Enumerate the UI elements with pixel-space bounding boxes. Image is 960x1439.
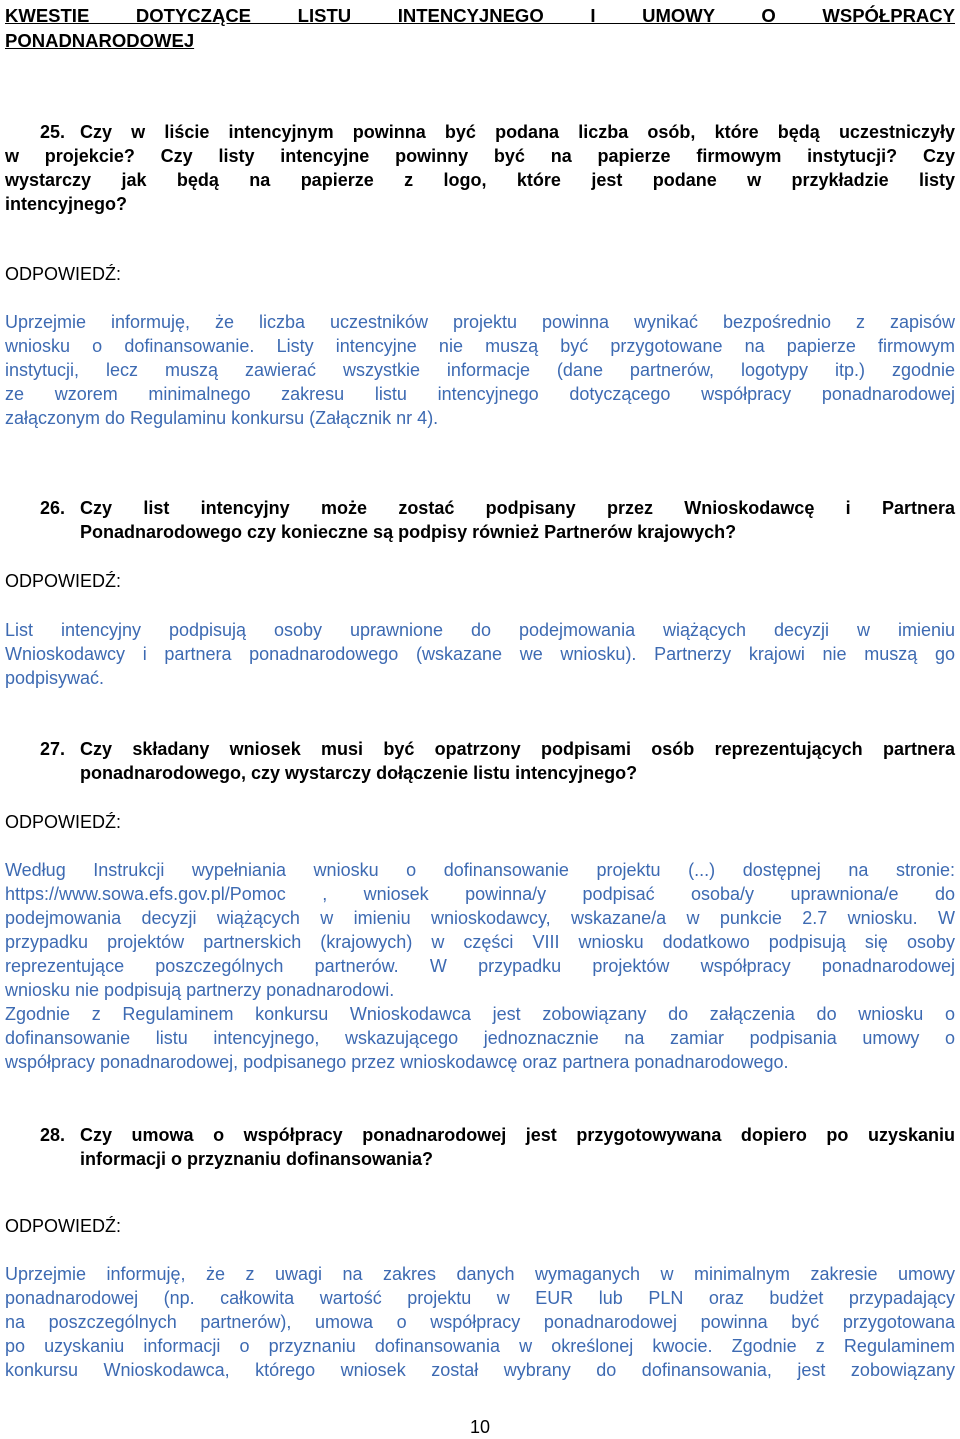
question-line: Czy składany wniosek musi być opatrzony podpisami osób reprezentujących partnera — [80, 739, 955, 759]
answer-line: po uzyskaniu informacji o przyznaniu dofinansowania w określonej kwocie. Zgodnie z Regulaminem — [5, 1336, 955, 1356]
answer-line: załączonym do Regulaminu konkursu (Załącznik nr 4). — [5, 408, 439, 428]
answer-26 — [5, 618, 955, 690]
answer-28 — [5, 1262, 955, 1382]
question-line: Ponadnarodowego czy konieczne są podpisy również Partnerów krajowych? — [80, 522, 737, 542]
answer-line: List intencyjny podpisują osoby uprawnione do podejmowania wiążących decyzji w imieniu — [5, 620, 955, 640]
question-line: informacji o przyznaniu dofinansowania? — [80, 1149, 434, 1169]
question-line: ponadnarodowego, czy wystarczy dołączenie listu intencyjnego? — [80, 763, 638, 783]
question-line: Czy w liście intencyjnym powinna być podana liczba osób, które będą uczestniczyły — [80, 122, 955, 142]
answer-line: instytucji, lecz muszą zawierać wszystkie informacje (dane partnerów, logotypy itp.) zgodnie — [5, 360, 955, 380]
question-line: wystarczy jak będą na papierze z logo, które jest podane w przykładzie listy — [5, 170, 955, 190]
answer-line: wniosku o dofinansowanie. Listy intencyjne nie muszą być przygotowane na papierze firmowym — [5, 336, 955, 356]
answer-label: ODPOWIEDŹ: — [5, 264, 121, 284]
question-line: intencyjnego? — [5, 194, 128, 214]
answer-label: ODPOWIEDŹ: — [5, 1216, 121, 1236]
answer-line: konkursu Wnioskodawca, którego wniosek został wybrany do dofinansowania, jest zobowiązany — [5, 1360, 955, 1380]
question-line: Czy list intencyjny może zostać podpisany przez Wnioskodawcę i Partnera — [80, 498, 955, 518]
answer-line: ponadnarodowej (np. całkowita wartość projektu w EUR lub PLN oraz budżet przypadający — [5, 1288, 955, 1308]
answer-label: ODPOWIEDŹ: — [5, 812, 121, 832]
question-number: 26. — [40, 498, 66, 518]
question-25 — [5, 120, 955, 216]
answer-27 — [5, 858, 955, 1074]
page-number: 10 — [469, 1417, 491, 1437]
answer-line: Według Instrukcji wypełniania wniosku o dofinansowanie projektu (...) dostępnej na stronie: — [5, 860, 955, 880]
question-27 — [40, 737, 955, 785]
question-number: 25. — [40, 122, 66, 142]
answer-line: Uprzejmie informuję, że z uwagi na zakres danych wymaganych w minimalnym zakresie umowy — [5, 1264, 955, 1284]
answer-line: podejmowania decyzji wiążących w imieniu wnioskodawcy, wskazane/a w punkcie 2.7 wniosku. W — [5, 908, 955, 928]
answer-line: dofinansowanie listu intencyjnego, wskazującego jednoznacznie na zamiar podpisania umowy o — [5, 1028, 955, 1048]
section-heading-line: KWESTIE DOTYCZĄCE LISTU INTENCYJNEGO I UMOWY O WSPÓŁPRACY — [5, 5, 955, 26]
question-line: w projekcie? Czy listy intencyjne powinny być na papierze firmowym instytucji? Czy — [5, 146, 955, 166]
question-26 — [40, 496, 955, 544]
answer-line: na poszczególnych partnerów), umowa o współpracy ponadnarodowej powinna być przygotowana — [5, 1312, 955, 1332]
answer-line: Wnioskodawcy i partnera ponadnarodowego (wskazane we wniosku). Partnerzy krajowi nie muszą go — [5, 644, 955, 664]
answer-line: wniosku nie podpisują partnerzy ponadnarodowi. — [5, 980, 395, 1000]
answer-line: podpisywać. — [5, 668, 105, 688]
section-heading-line: PONADNARODOWEJ — [5, 30, 195, 51]
question-number: 28. — [40, 1125, 66, 1145]
answer-line: Zgodnie z Regulaminem konkursu Wnioskodawca jest zobowiązany do załączenia do wniosku o — [5, 1004, 955, 1024]
answer-line: reprezentujące poszczególnych partnerów. W przypadku projektów współpracy ponadnarodowej — [5, 956, 955, 976]
question-number: 27. — [40, 739, 66, 759]
answer-line: Uprzejmie informuję, że liczba uczestników projektu powinna wynikać bezpośrednio z zapisów — [5, 312, 955, 332]
answer-label: ODPOWIEDŹ: — [5, 571, 121, 591]
question-28 — [40, 1123, 955, 1171]
answer-line: ze wzorem minimalnego zakresu listu intencyjnego dotyczącego współpracy ponadnarodowej — [5, 384, 955, 404]
section-heading — [5, 3, 955, 53]
answer-25 — [5, 310, 955, 430]
question-line: Czy umowa o współpracy ponadnarodowej jest przygotowywana dopiero po uzyskaniu — [80, 1125, 955, 1145]
answer-line: https://www.sowa.efs.gov.pl/Pomoc , wniosek powinna/y podpisać osoba/y uprawniona/e do — [5, 884, 955, 904]
answer-line: przypadku projektów partnerskich (krajowych) w części VIII wniosku dodatkowo podpisują się osoby — [5, 932, 955, 952]
answer-line: współpracy ponadnarodowej, podpisanego przez wnioskodawcę oraz partnera ponadnarodowego. — [5, 1052, 789, 1072]
